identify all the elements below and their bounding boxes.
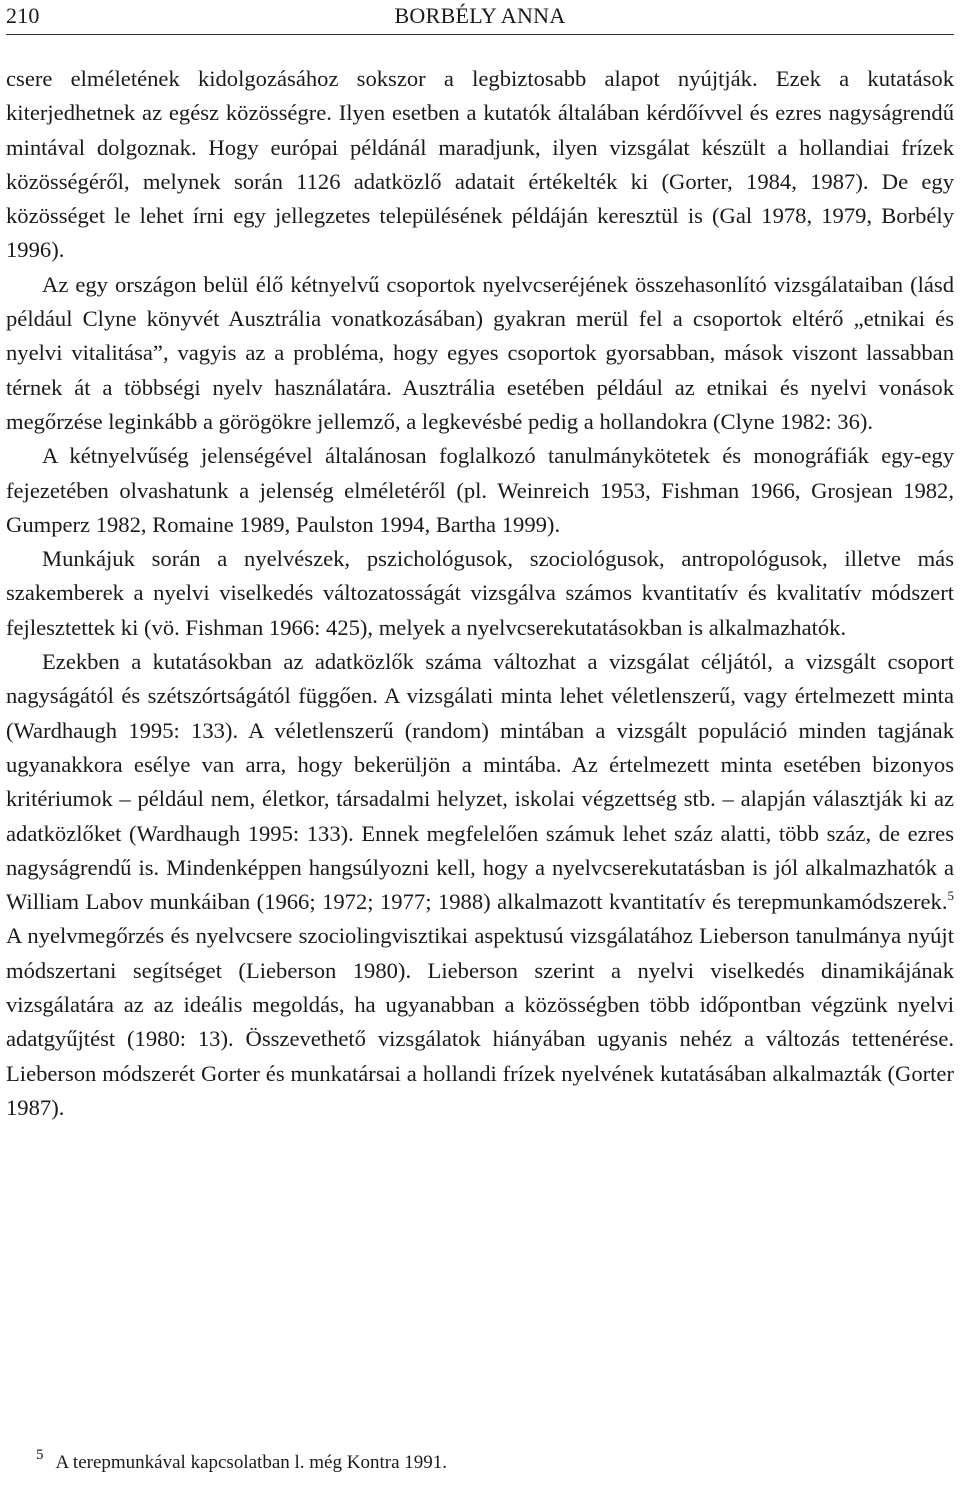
paragraph-1: csere elméletének kidolgozásához sokszor a legbiztosabb alapot nyújtják. Ezek a kutatások kiterjedhetnek az egész közösségre. Ilyen esetben a kutatók általában kérdőívvel és ezres nagyságrendű mintával dolgoznak. Hogy európai példánál maradjunk, ilyen vizsgálat készült a hollandiai frízek közösségéről, melynek során 1126 adatközlő adatait értékelték ki (Gorter, 1984, 1987). De egy közösséget le lehet írni egy jellegzetes településének példáján keresztül is (Gal 1978, 1979, Borbély 1996). <box>6 66 954 263</box>
footnote-reference[interactable]: 5 <box>947 888 954 904</box>
footnote <box>36 1447 936 1476</box>
paragraph-5 <box>6 645 954 1125</box>
paragraph-2: Az egy országon belül élő kétnyelvű csoportok nyelvcseréjének összehasonlító vizsgálataiban (lásd például Clyne könyvét Ausztrália vonatkozásában) gyakran merül fel a csoportok eltérő „etnikai és nyelvi vitalitása”, vagyis az a probléma, hogy egyes csoportok gyorsabban, mások viszont lassabban térnek át a többségi nyelv használatára. Ausztrália esetében például az etnikai és nyelvi vonások megőrzése leginkább a görögökre jellemző, a legkevésbé pedig a hollandokra (Clyne 1982: 36). <box>6 271 954 434</box>
paragraph-5-text-start: Ezekben a kutatásokban az adatközlők száma változhat a vizsgálat céljától, a vizsgált csoport nagyságától és szétszórtságától függően. A vizsgálati minta lehet véletlenszerű, vagy értelmezett minta (Wardhaugh 1995: 133). A véletlenszerű (random) mintában a vizsgált populáció minden tagjának ugyanakkora esélye van arra, hogy bekerüljön a mintába. Az értelmezett minta esetében bizonyos kritériumok – például nem, életkor, társadalmi helyzet, iskolai végzettség stb. – alapján választják ki az adatközlőket (Wardhaugh 1995: 133). Ennek megfelelően számuk lehet száz alatti, több száz, de ezres nagyságrendű is. Mindenképpen hangsúlyozni kell, hogy a nyelvcserekutatásban is jól alkalmazhatók a William Labov munkáiban (1966; 1972; 1977; 1988) alkalmazott kvantitatív és terepmunkamódszerek. <box>6 649 954 915</box>
page-number: 210 <box>6 3 40 28</box>
running-head: BORBÉLY ANNA <box>394 3 566 28</box>
footnote-text: A terepmunkával kapcsolatban l. még Kontra 1991. <box>55 1452 448 1473</box>
body-text <box>6 62 954 1125</box>
paragraph-3: A kétnyelvűség jelenségével általánosan foglalkozó tanulmánykötetek és monográfiák egy-egy fejezetében olvashatunk a jelenség elméletéről (pl. Weinreich 1953, Fishman 1966, Grosjean 1982, Gumperz 1982, Romaine 1989, Paulston 1994, Bartha 1999). <box>6 443 954 537</box>
paragraph-4: Munkájuk során a nyelvészek, pszichológusok, szociológusok, antropológusok, illetve más szakemberek a nyelvi viselkedés változatosságát vizsgálva számos kvantitatív és kvalitatív módszert fejlesztettek ki (vö. Fishman 1966: 425), melyek a nyelvcserekutatásokban is alkalmazhatók. <box>6 546 954 640</box>
footnote-number: 5 <box>36 1447 44 1463</box>
page-header <box>6 0 954 35</box>
paragraph-5-text-end: A nyelvmegőrzés és nyelvcsere szociolingvisztikai aspektusú vizsgálatához Lieberson tanulmánya nyújt módszertani segítséget (Lieberson 1980). Lieberson szerint a nyelvi viselkedés dinamikájának vizsgálatára az az ideális megoldás, ha ugyanabban a közösségben több időpontban végzünk nyelvi adatgyűjtést (1980: 13). Összevethető vizsgálatok hiányában ugyanis nehéz a változás tettenérése. Lieberson módszerét Gorter és munkatársai a hollandi frízek nyelvének kutatásában alkalmazták (Gorter 1987). <box>6 923 954 1120</box>
